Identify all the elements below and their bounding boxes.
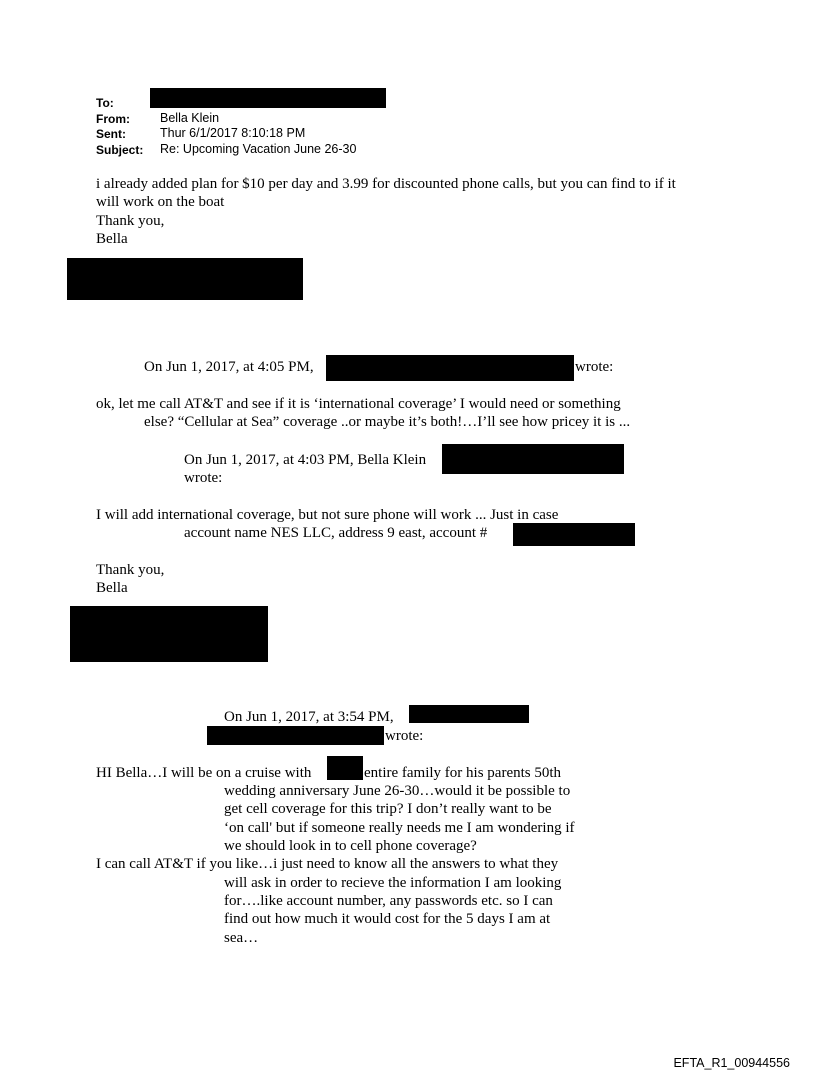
quote3-line8: for….like account number, any passwords etc. so I can — [224, 893, 553, 909]
quote1-wrote: wrote: — [575, 359, 614, 375]
redacted-account-number — [513, 523, 635, 546]
quote2-wrote: wrote: — [184, 470, 223, 486]
redacted-signature-block-1 — [67, 258, 303, 300]
quote3-line6: I can call AT&T if you like…i just need to know all the answers to what they — [96, 856, 559, 872]
quote1-line1: ok, let me call AT&T and see if it is ‘international coverage’ I would need or something — [96, 396, 621, 412]
quote3-line1a: HI Bella…I will be on a cruise with — [96, 765, 312, 781]
quote3-line2: wedding anniversary June 26-30…would it be possible to — [224, 783, 571, 799]
message1-line1: i already added plan for $10 per day and 3.99 for discounted phone calls, but you can find to if it — [96, 176, 676, 192]
subject-value: Re: Upcoming Vacation June 26-30 — [160, 142, 357, 156]
redacted-sender-3a — [409, 705, 529, 723]
quote3-line10: sea… — [224, 930, 259, 946]
message1-line3: Thank you, — [96, 213, 165, 229]
sent-label: Sent: — [96, 127, 126, 141]
quote2-line1: I will add international coverage, but not sure phone will work ... Just in case — [96, 507, 559, 523]
document-id: EFTA_R1_00944556 — [673, 1056, 790, 1070]
quote2-line3: Thank you, — [96, 562, 165, 578]
redacted-to-address — [150, 88, 386, 108]
from-label: From: — [96, 112, 130, 126]
quote3-line5: we should look in to cell phone coverage? — [224, 838, 477, 854]
to-label: To: — [96, 96, 114, 110]
from-value: Bella Klein — [160, 111, 220, 125]
quote1-line2: else? “Cellular at Sea” coverage ..or maybe it’s both!…I’ll see how pricey it is ... — [144, 414, 631, 430]
redacted-name-3 — [327, 756, 363, 780]
quote3-attribution: On Jun 1, 2017, at 3:54 PM, — [224, 709, 394, 725]
quote3-line3: get cell coverage for this trip? I don’t really want to be — [224, 801, 552, 817]
quote2-line2: account name NES LLC, address 9 east, account # — [184, 525, 488, 541]
quote3-line4: ‘on call' but if someone really needs me I am wondering if — [224, 820, 575, 836]
subject-label: Subject: — [96, 143, 144, 157]
redacted-signature-block-2 — [70, 606, 268, 662]
quote3-wrote: wrote: — [385, 728, 424, 744]
quote1-attribution: On Jun 1, 2017, at 4:05 PM, — [144, 359, 314, 375]
message1-signature: Bella — [96, 231, 128, 247]
redacted-email-2 — [442, 444, 624, 474]
quote2-attribution: On Jun 1, 2017, at 4:03 PM, Bella Klein — [184, 452, 427, 468]
quote3-line9: find out how much it would cost for the 5 days I am at — [224, 911, 551, 927]
redacted-sender-3b — [207, 726, 384, 745]
quote2-signature: Bella — [96, 580, 128, 596]
message1-line2: will work on the boat — [96, 194, 225, 210]
sent-value: Thur 6/1/2017 8:10:18 PM — [160, 126, 306, 140]
quote3-line1b: entire family for his parents 50th — [364, 765, 562, 781]
redacted-sender-1 — [326, 355, 574, 381]
quote3-line7: will ask in order to recieve the information I am looking — [224, 875, 562, 891]
